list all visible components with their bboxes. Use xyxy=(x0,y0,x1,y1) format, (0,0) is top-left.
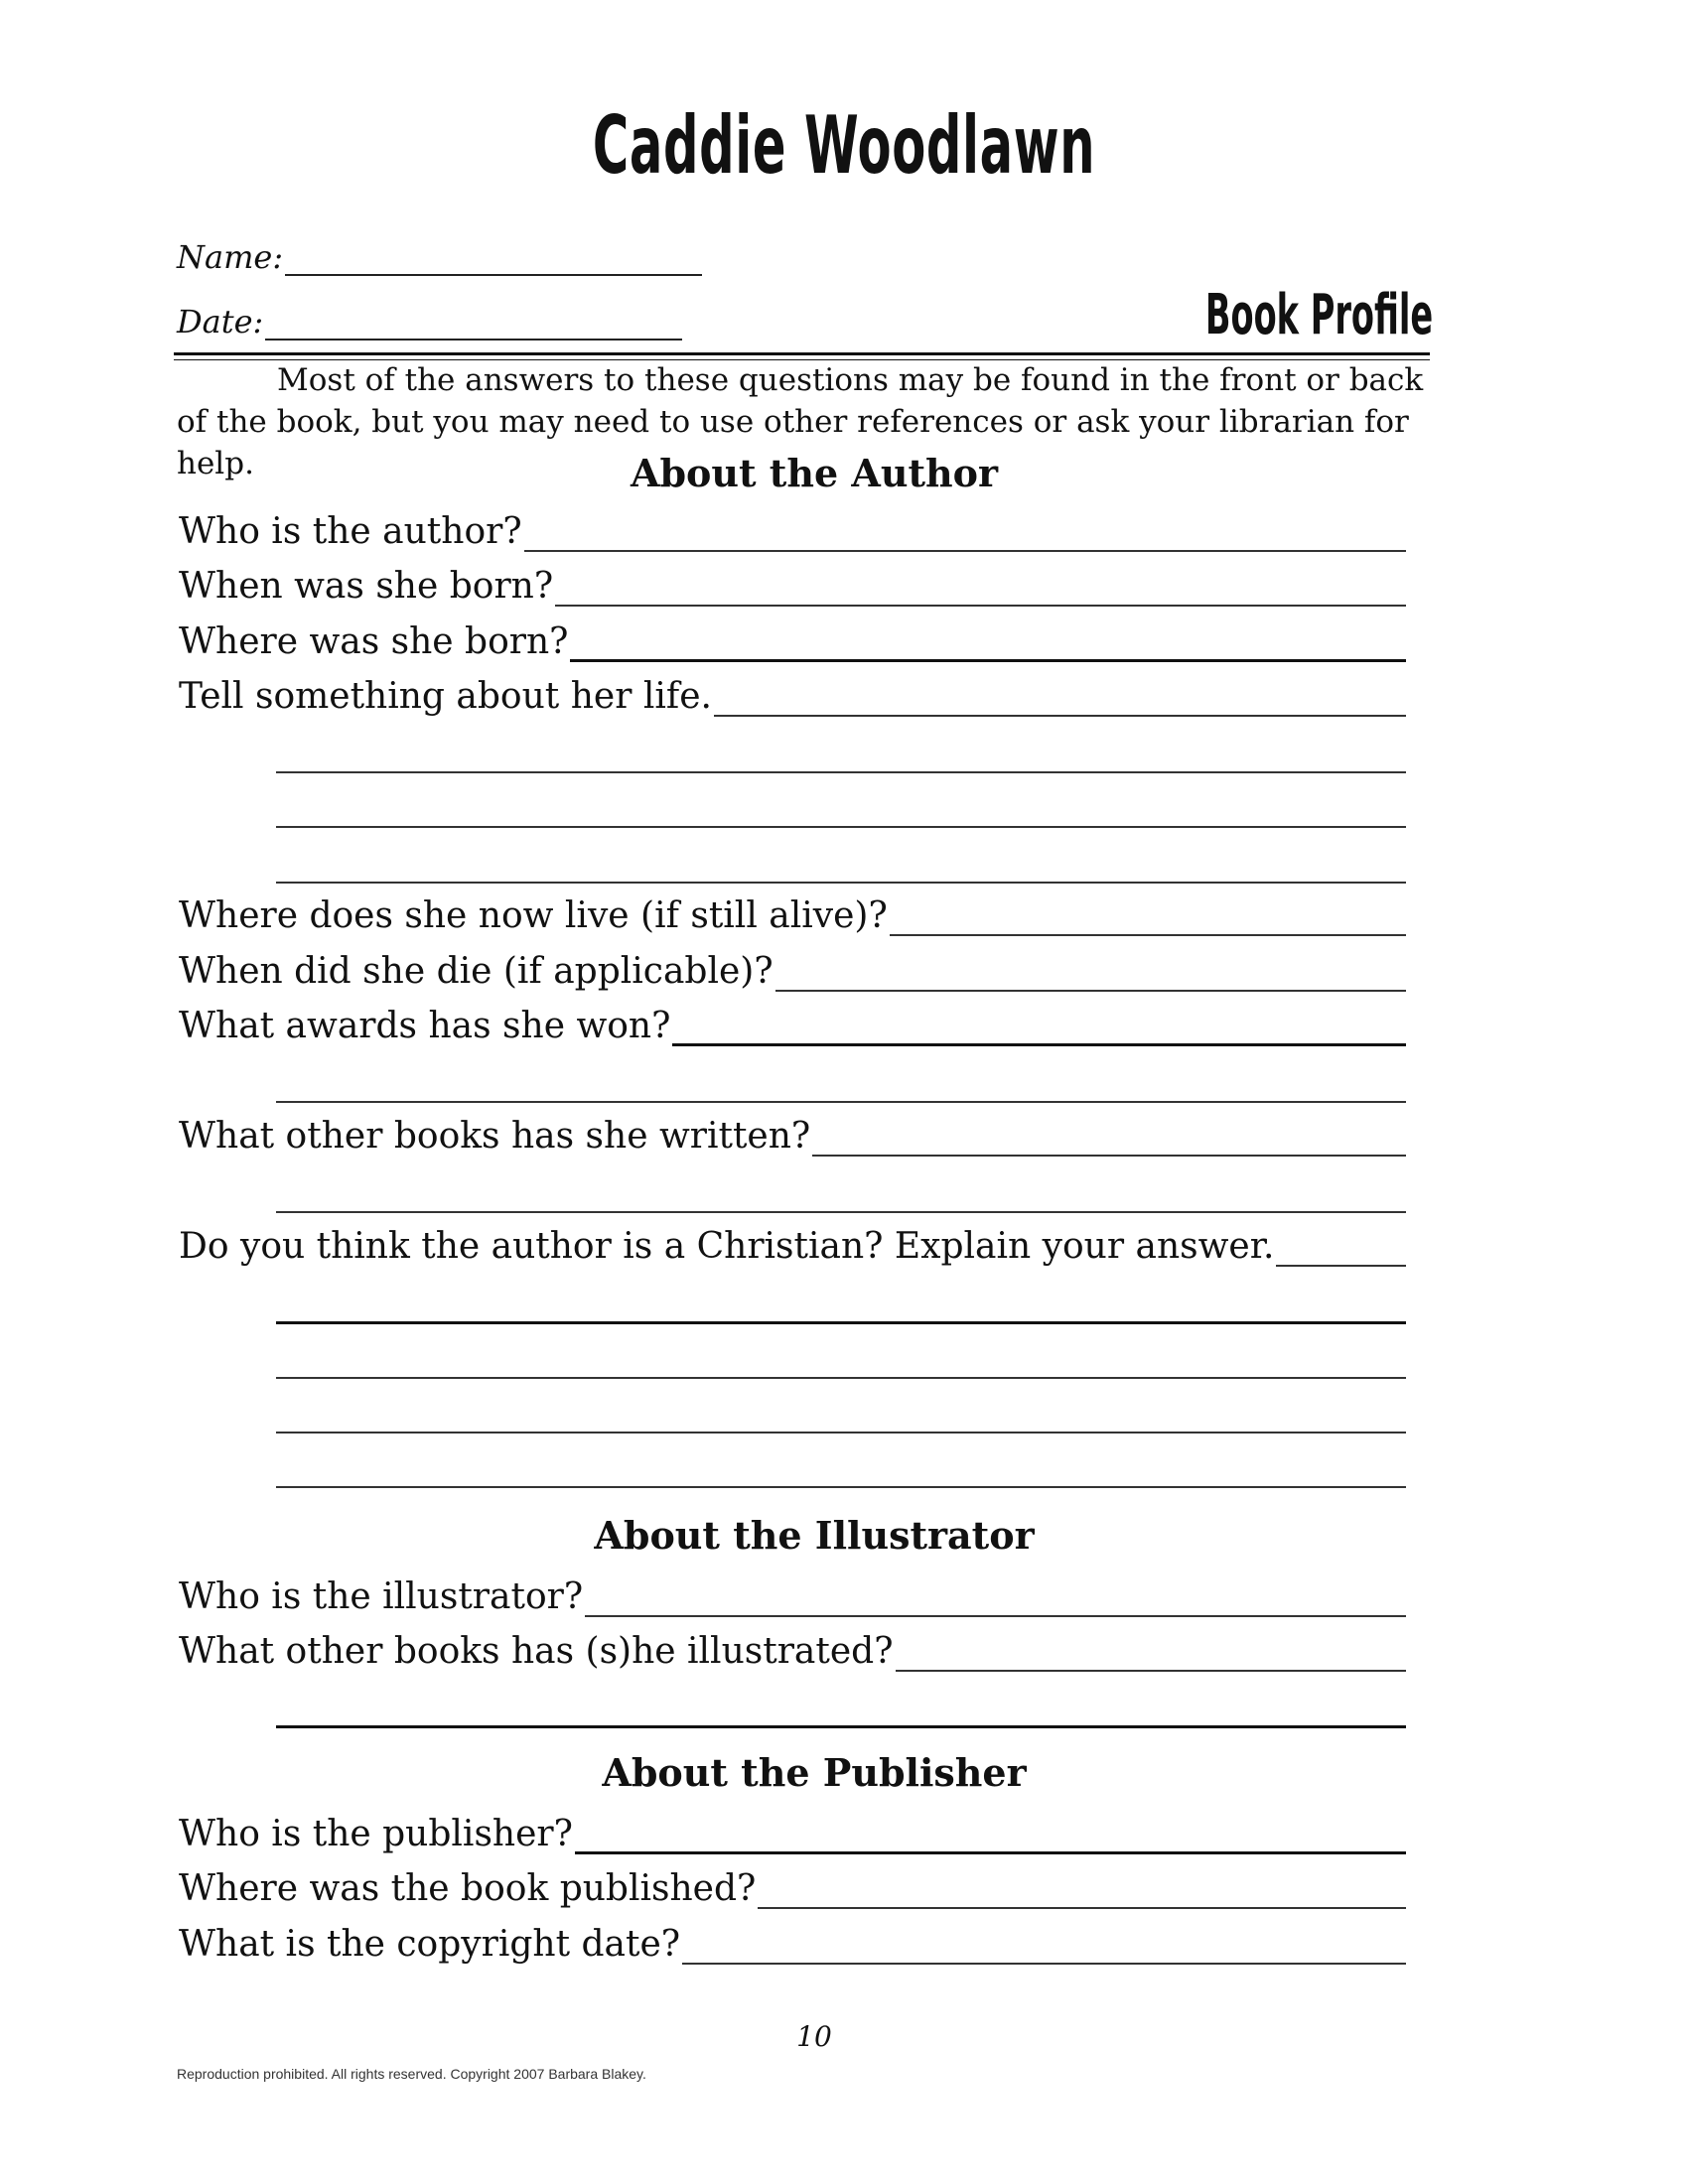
question-text: Where does she now live (if still alive)? xyxy=(179,895,888,936)
author-question xyxy=(179,1003,1406,1046)
page-number: 10 xyxy=(796,2020,832,2053)
illustrator-heading: About the Illustrator xyxy=(594,1513,1035,1558)
answer-line[interactable] xyxy=(555,575,1406,607)
answer-line[interactable] xyxy=(585,1585,1406,1617)
answer-line[interactable] xyxy=(570,629,1406,662)
publisher-question xyxy=(179,1811,1406,1854)
question-text: What awards has she won? xyxy=(179,1006,671,1046)
date-label: Date: xyxy=(177,303,264,341)
question-text: Tell something about her life. xyxy=(179,676,712,717)
answer-line[interactable] xyxy=(276,826,1406,828)
worksheet-title: Caddie Woodlawn xyxy=(592,99,1096,192)
question-text: Who is the illustrator? xyxy=(179,1576,584,1617)
answer-line[interactable] xyxy=(758,1877,1406,1909)
illustrator-question xyxy=(179,1628,1406,1672)
name-answer-line[interactable] xyxy=(285,244,702,276)
question-text: Where was she born? xyxy=(179,621,569,662)
answer-line[interactable] xyxy=(775,960,1406,992)
author-heading: About the Author xyxy=(630,451,999,495)
author-question xyxy=(179,892,1406,936)
answer-line[interactable] xyxy=(276,1321,1406,1324)
question-text: What other books has she written? xyxy=(179,1116,811,1157)
question-text: Do you think the author is a Christian? Explain your answer. xyxy=(179,1226,1275,1267)
copyright-footer: Reproduction prohibited. All rights reserved. Copyright 2007 Barbara Blakey. xyxy=(177,2066,646,2082)
date-answer-line[interactable] xyxy=(265,309,682,341)
name-field xyxy=(177,238,702,276)
author-question xyxy=(179,673,1406,717)
question-text: When was she born? xyxy=(179,566,554,607)
author-question xyxy=(179,508,1406,552)
publisher-question xyxy=(179,1921,1406,1965)
header-rule-thick xyxy=(174,352,1430,355)
question-text: What is the copyright date? xyxy=(179,1924,681,1965)
question-text: Who is the publisher? xyxy=(179,1814,573,1854)
name-label: Name: xyxy=(177,238,284,276)
author-question xyxy=(179,1223,1406,1267)
answer-line[interactable] xyxy=(896,1640,1407,1672)
answer-line[interactable] xyxy=(890,904,1406,936)
question-text: Who is the author? xyxy=(179,511,522,552)
author-question xyxy=(179,618,1406,662)
answer-line[interactable] xyxy=(682,1933,1406,1965)
answer-line[interactable] xyxy=(276,771,1406,773)
author-question xyxy=(179,563,1406,607)
answer-line[interactable] xyxy=(276,1486,1406,1488)
answer-line[interactable] xyxy=(276,1725,1406,1728)
author-question xyxy=(179,1113,1406,1157)
answer-line[interactable] xyxy=(276,882,1406,884)
answer-line[interactable] xyxy=(812,1125,1406,1157)
date-field xyxy=(177,303,682,341)
answer-line[interactable] xyxy=(575,1822,1406,1854)
answer-line[interactable] xyxy=(1276,1235,1406,1267)
question-text: Where was the book published? xyxy=(179,1868,757,1909)
answer-line[interactable] xyxy=(276,1432,1406,1433)
answer-line[interactable] xyxy=(524,520,1406,552)
instructions-text: Most of the answers to these questions may be found in the front or back of the book, but you may need to use other references or ask your librarian for help. xyxy=(177,362,1424,481)
publisher-question xyxy=(179,1865,1406,1909)
answer-line[interactable] xyxy=(276,1101,1406,1103)
book-profile-label: Book Profile xyxy=(1204,283,1433,347)
publisher-heading: About the Publisher xyxy=(602,1750,1027,1795)
answer-line[interactable] xyxy=(714,685,1406,717)
answer-line[interactable] xyxy=(276,1211,1406,1213)
illustrator-question xyxy=(179,1573,1406,1617)
answer-line[interactable] xyxy=(276,1377,1406,1379)
question-text: When did she die (if applicable)? xyxy=(179,951,774,992)
question-text: What other books has (s)he illustrated? xyxy=(179,1631,894,1672)
answer-line[interactable] xyxy=(672,1014,1406,1046)
author-question xyxy=(179,948,1406,992)
